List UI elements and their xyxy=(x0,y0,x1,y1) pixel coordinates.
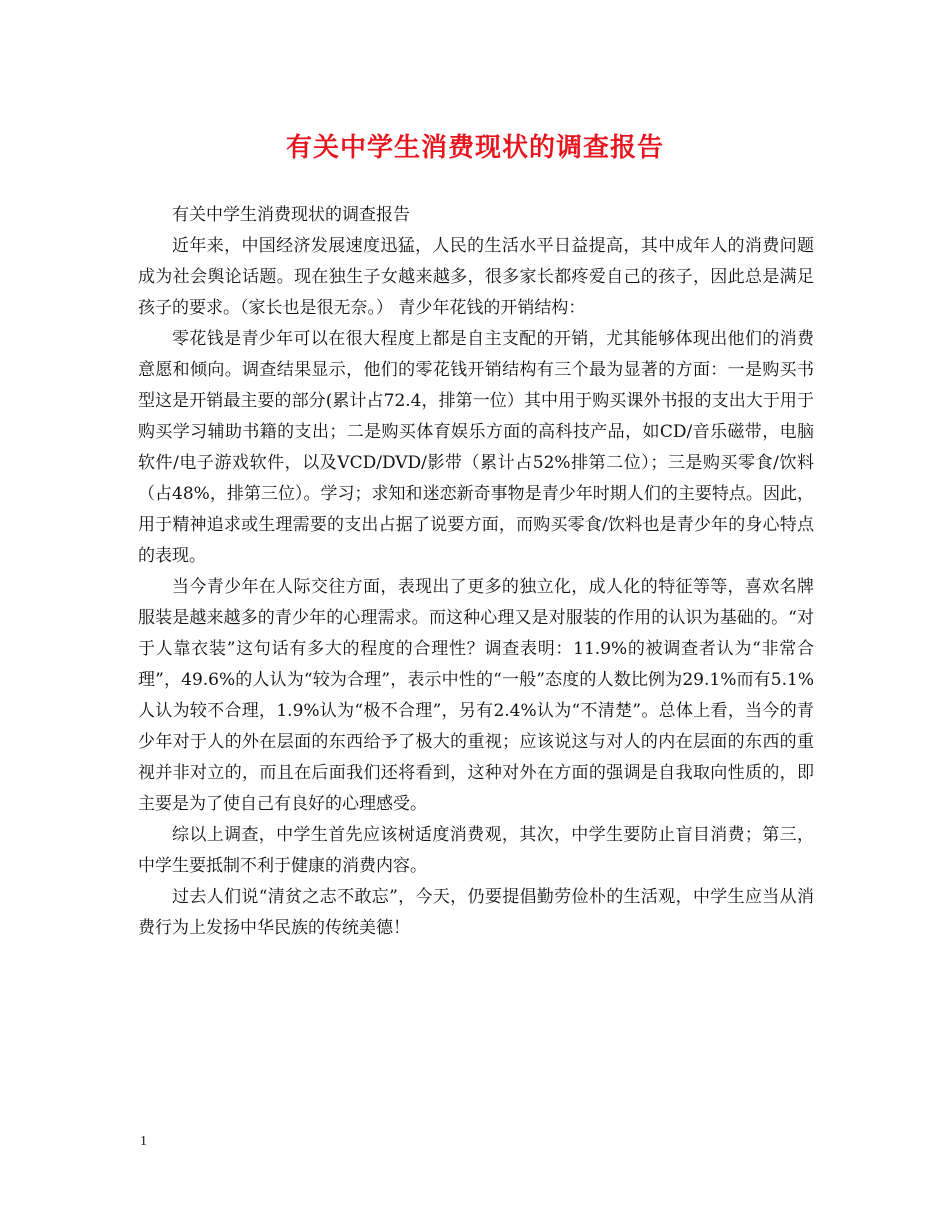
document-title: 有关中学生消费现状的调查报告 xyxy=(285,133,664,163)
paragraph-spending-structure: 零花钱是青少年可以在很大程度上都是自主支配的开销，尤其能够体现出他们的消费意愿和倾向。调查结果显示，他们的零花钱开销结构有三个最为显著的方面：一是购买书型这是开销最主要的部分(累计占72.4，排第一位）其中用于购买课外书报的支出大于用于购买学习辅助书籍的支出；二是购买体育娱乐方面的高科技产品，如CD/音乐磁带，电脑软件/电子游戏软件，以及VCD/DVD/影带（累计占52%排第二位）；三是购买零食/饮料（占48%，排第三位）。学习；求知和迷恋新奇事物是青少年时期人们的主要特点。因此，用于精神追求或生理需要的支出占据了说要方面，而购买零食/饮料也是青少年的身心特点的表现。 xyxy=(138,329,814,566)
paragraph-summary: 综以上调查，中学生首先应该树适度消费观，其次，中学生要防止盲目消费；第三，中学生要抵制不利于健康的消费内容。 xyxy=(138,825,814,876)
paragraph-conclusion: 过去人们说“清贫之志不敢忘”，今天，仍要提倡勤劳俭朴的生活观，中学生应当从消费行为上发扬中华民族的传统美德！ xyxy=(138,887,814,938)
document-body xyxy=(138,200,814,944)
paragraph-intro: 近年来，中国经济发展速度迅猛，人民的生活水平日益提高，其中成年人的消费问题成为社会舆论话题。现在独生子女越来越多，很多家长都疼爱自己的孩子，因此总是满足孩子的要求。（家长也是很无奈。） 青少年花钱的开销结构： xyxy=(138,236,814,318)
paragraph-social-clothing: 当今青少年在人际交往方面，表现出了更多的独立化，成人化的特征等等，喜欢名牌服装是越来越多的青少年的心理需求。而这种心理又是对服装的作用的认识为基础的。“对于人靠衣装”这句话有多大的程度的合理性？调查表明：11.9%的被调查者认为“非常合理”，49.6%的人认为“较为合理”，表示中性的“一般”态度的人数比例为29.1%而有5.1%人认为较不合理，1.9%认为“极不合理”，另有2.4%认为“不清楚”。总体上看，当今的青少年对于人的外在层面的东西给予了极大的重视；应该说这与对人的内在层面的东西的重视并非对立的，而且在后面我们还将看到，这种对外在方面的强调是自我取向性质的，即主要是为了使自己有良好的心理感受。 xyxy=(138,577,814,814)
paragraph-subtitle: 有关中学生消费现状的调查报告 xyxy=(172,205,410,225)
page-number: 1 xyxy=(140,1134,147,1149)
